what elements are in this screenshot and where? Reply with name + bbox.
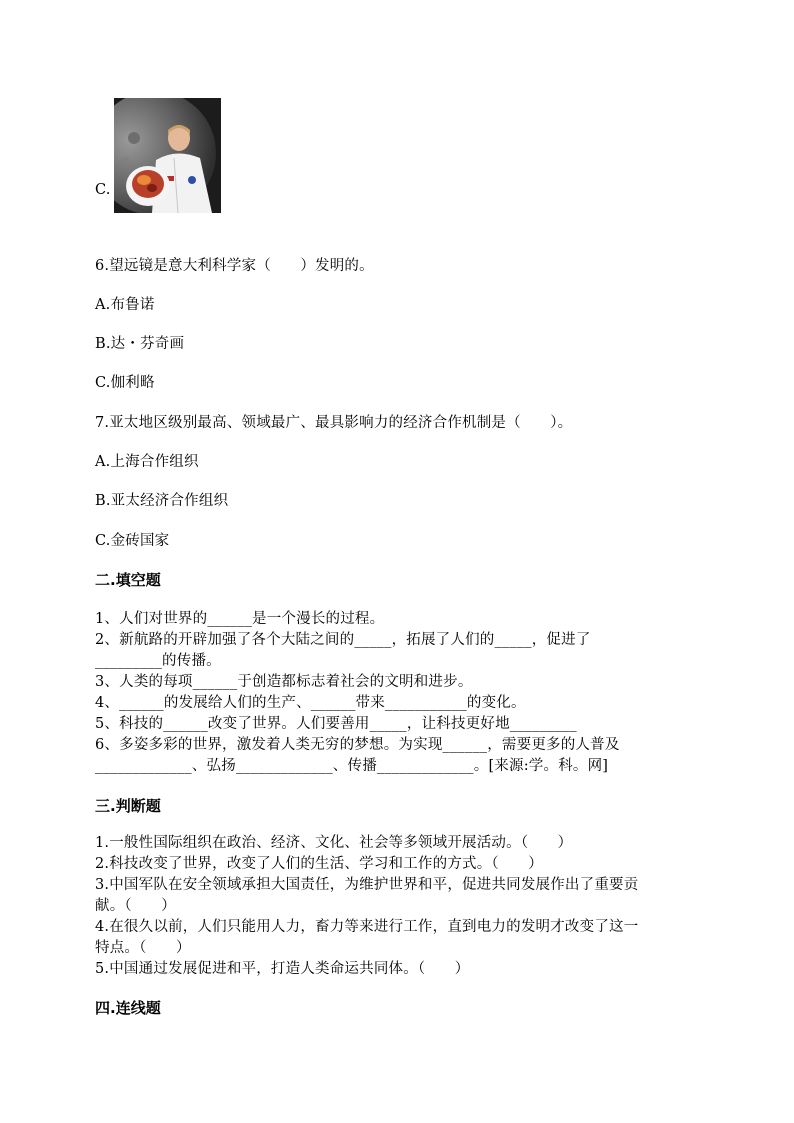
question-7-option-b: B.亚太经济合作组织: [95, 493, 229, 509]
judge-line-3-cont: 献。（ ）: [95, 898, 176, 914]
section-4-title: 四.连线题: [95, 999, 161, 1017]
question-7-option-a: A.上海合作组织: [95, 454, 199, 470]
section-2-title: 二.填空题: [95, 571, 161, 589]
option-c-label: C.: [95, 182, 111, 198]
astronaut-illustration: [114, 98, 221, 213]
astronaut-photo: [114, 98, 221, 213]
fill-line-6: 6、多姿多彩的世界，激发着人类无穷的梦想。为实现______，需要更多的人普及: [95, 737, 620, 753]
question-6-option-c: C.伽利略: [95, 375, 155, 391]
question-7-option-c: C.金砖国家: [95, 533, 170, 549]
judge-line-2: 2.科技改变了世界，改变了人们的生活、学习和工作的方式。（ ）: [95, 856, 543, 872]
section-3-title: 三.判断题: [95, 797, 161, 815]
fill-line-2-cont: _________的传播。: [95, 653, 221, 669]
fill-line-5: 5、科技的______改变了世界。人们要善用_____，让科技更好地_________: [95, 716, 577, 732]
fill-line-3: 3、人类的每项______于创造都标志着社会的文明和进步。: [95, 674, 473, 690]
fill-line-6-cont: _____________、弘扬_____________、传播_____________。[来源:学。科。网]: [95, 758, 609, 774]
judge-line-3: 3.中国军队在安全领域承担大国责任，为维护世界和平，促进共同发展作出了重要贡: [95, 877, 639, 893]
fill-line-1: 1、人们对世界的______是一个漫长的过程。: [95, 611, 385, 627]
question-7-stem: 7.亚太地区级别最高、领域最广、最具影响力的经济合作机制是（ ）。: [95, 415, 573, 431]
question-6-option-a: A.布鲁诺: [95, 297, 155, 313]
question-6-stem: 6.望远镜是意大利科学家（ ）发明的。: [95, 258, 374, 274]
question-6-option-b: B.达・芬奇画: [95, 336, 185, 352]
fill-line-2: 2、新航路的开辟加强了各个大陆之间的_____，拓展了人们的_____，促进了: [95, 632, 591, 648]
judge-line-1: 1.一般性国际组织在政治、经济、文化、社会等多领域开展活动。（ ）: [95, 835, 573, 851]
fill-line-4: 4、______的发展给人们的生产、______带来___________的变化。: [95, 695, 526, 711]
judge-line-5: 5.中国通过发展促进和平，打造人类命运共同体。（ ）: [95, 961, 470, 977]
judge-line-4: 4.在很久以前，人们只能用人力，畜力等来进行工作，直到电力的发明才改变了这一: [95, 919, 639, 935]
judge-line-4-cont: 特点。（ ）: [95, 940, 191, 956]
